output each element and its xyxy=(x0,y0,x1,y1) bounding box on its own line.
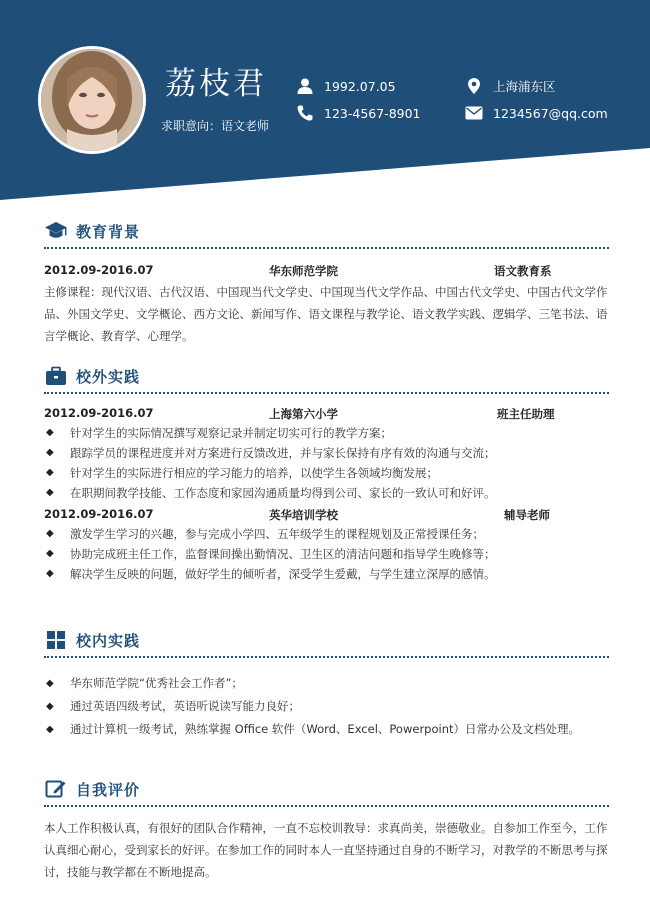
section-divider xyxy=(44,247,609,249)
internal-list xyxy=(44,672,609,741)
education-row xyxy=(44,263,609,279)
list-item: ◆ 通过计算机一级考试，熟练掌握 Office 软件（Word、Excel、Powerpoint）日常办公及文档处理。 xyxy=(44,718,609,741)
email-text: 1234567@qq.com xyxy=(493,105,608,121)
job-org: 上海第六小学 xyxy=(269,407,338,421)
job-date: 2012.09-2016.07 xyxy=(44,406,154,420)
location-text: 上海浦东区 xyxy=(493,79,556,94)
section-divider xyxy=(44,805,609,807)
phone-item xyxy=(294,104,421,122)
list-item: ◆ 激发学生学习的兴趣，参与完成小学四、五年级学生的课程规划及正常授课任务； xyxy=(44,524,609,544)
education-school: 华东师范学院 xyxy=(269,264,338,278)
job-row xyxy=(44,406,609,422)
candidate-name: 荔枝君 xyxy=(165,66,267,102)
briefcase-icon xyxy=(44,364,68,388)
birthday-text: 1992.07.05 xyxy=(324,78,396,94)
location-item xyxy=(463,77,556,95)
list-item: ◆ 华东师范学院“优秀社会工作者”； xyxy=(44,672,609,695)
list-item: ◆ 协助完成班主任工作，监督课间操出勤情况、卫生区的清洁问题和指导学生晚修等； xyxy=(44,544,609,564)
job-role: 班主任助理 xyxy=(497,407,555,421)
phone-icon xyxy=(294,104,316,122)
section-divider xyxy=(44,392,609,394)
section-divider xyxy=(44,656,609,658)
job-duties-list xyxy=(44,423,609,503)
job-row xyxy=(44,507,609,523)
list-item: ◆ 在职期间教学技能、工作态度和家园沟通质量均得到公司、家长的一致认可和好评。 xyxy=(44,483,609,503)
external-practice-title: 校外实践 xyxy=(76,367,141,386)
birthday-item xyxy=(294,77,396,95)
list-item: ◆ 针对学生的实际情况撰写观察记录并制定切实可行的教学方案； xyxy=(44,423,609,443)
education-courses: 主修课程：现代汉语、古代汉语、中国现当代文学史、中国现当代文学作品、中国古代文学史、中国古代文学作品、外国文学史、文学概论、西方文论、新闻写作、语文课程与教学论、语文教学实践、逻辑学、三笔书法、语言学概论、教育学、心理学。 xyxy=(44,285,608,343)
list-item: ◆ 跟踪学员的课程进度并对方案进行反馈改进，并与家长保持有序有效的沟通与交流； xyxy=(44,443,609,463)
job-duties-list xyxy=(44,524,609,584)
education-date: 2012.09-2016.07 xyxy=(44,263,154,277)
self-evaluation-text: 本人工作积极认真，有很好的团队合作精神，一直不忘校训教导：求真尚美，崇德敬业。自参加工作至今，工作认真细心耐心，受到家长的好评。在参加工作的同时本人一直坚持通过自身的不断学习，对教学的不断思考与探讨，技能与教学都在不断地提高。 xyxy=(44,821,608,879)
internal-practice-title: 校内实践 xyxy=(76,631,141,650)
external-practice-section xyxy=(44,363,609,584)
job-org: 英华培训学校 xyxy=(269,508,338,522)
graduation-cap-icon xyxy=(44,219,68,243)
job-role: 辅导老师 xyxy=(504,508,550,522)
job-intent: 求职意向：语文老师 xyxy=(161,119,270,133)
self-evaluation-title: 自我评价 xyxy=(76,780,141,799)
avatar-photo xyxy=(41,49,143,151)
mail-icon xyxy=(463,104,485,122)
list-item: ◆ 解决学生反映的问题，做好学生的倾听者，深受学生爱戴，与学生建立深厚的感情。 xyxy=(44,564,609,584)
job-date: 2012.09-2016.07 xyxy=(44,507,154,521)
email-item xyxy=(463,104,608,122)
avatar xyxy=(38,46,146,154)
edit-icon xyxy=(44,777,68,801)
location-pin-icon xyxy=(463,77,485,95)
resume-header xyxy=(0,0,650,200)
education-dept: 语文教育系 xyxy=(494,264,552,278)
list-item: ◆ 通过英语四级考试，英语听说读写能力良好； xyxy=(44,695,609,718)
education-section xyxy=(44,218,609,347)
internal-practice-section xyxy=(44,627,609,741)
list-item: ◆ 针对学生的实际进行相应的学习能力的培养，以使学生各领域均衡发展； xyxy=(44,463,609,483)
education-title: 教育背景 xyxy=(76,222,141,241)
self-evaluation-section xyxy=(44,776,609,883)
grid-icon xyxy=(44,628,68,652)
user-icon xyxy=(294,77,316,95)
phone-text: 123-4567-8901 xyxy=(324,105,421,121)
